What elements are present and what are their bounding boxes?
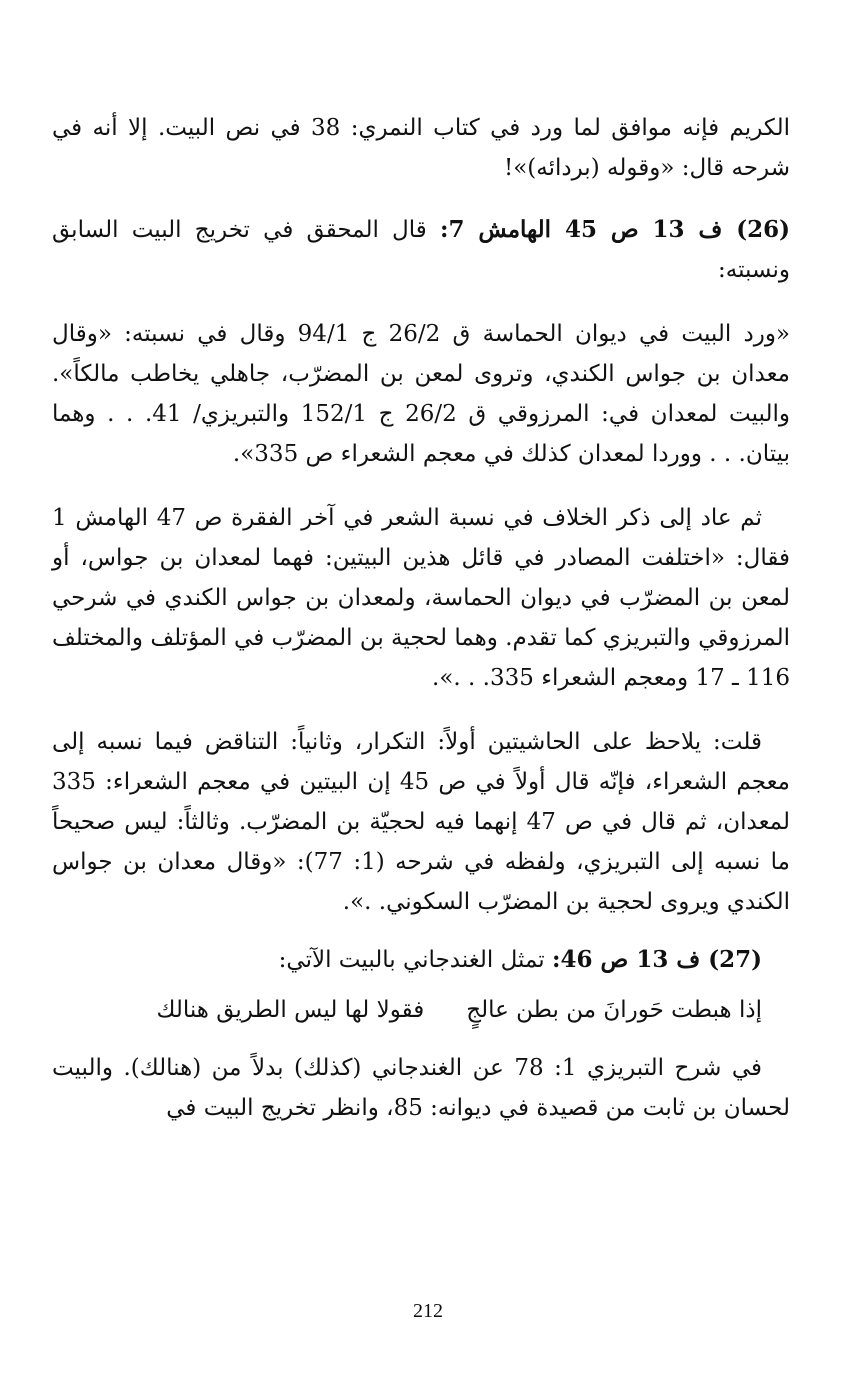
note-26-text: قال المحقق في تخريج البيت السابق ونسبته: — [52, 217, 790, 283]
paragraph-8: في شرح التبريزي 1: 78 عن الغندجاني (كذلك) بدلاً من (هنالك). والبيت لحسان بن ثابت من قصيدة في ديوانه: 85، وانظر تخريج البيت في — [52, 1055, 790, 1121]
verse-second-hemistich: فقولا لها ليس الطريق هنالك — [156, 997, 425, 1023]
poetry-verse — [52, 990, 790, 1030]
page-number: 212 — [413, 1300, 443, 1322]
paragraph-6 — [52, 940, 790, 980]
paragraph-5: قلت: يلاحظ على الحاشيتين أولاً: التكرار، وثانياً: التناقض فيما نسبه إلى معجم الشعراء، فإنّه قال أولاً في ص 45 إن البيتين في معجم الشعراء: 335 لمعدان، ثم قال في ص 47 إنهما فيه لحجيّة بن المضرّب. وثالثاً: ليس صحيحاً ما نسبه إلى التبريزي، ولفظه في شرحه (1: 77): «وقال معدان بن جواس الكندي ويروى لحجية بن المضرّب السكوني. .». — [52, 729, 790, 915]
page-body — [52, 108, 790, 1128]
paragraph-3-quotation: «ورد البيت في ديوان الحماسة ق 26/2 ج 94/1 وقال في نسبته: «وقال معدان بن جواس الكندي، وتروى لمعن بن المضرّب، جاهلي يخاطب مالكاً». والبيت لمعدان في: المرزوقي ق 26/2 ج 152/1 والتبريزي/ 41. . . وهما بيتان. . . ووردا لمعدان كذلك في معجم الشعراء ص 335». — [52, 321, 791, 467]
verse-first-hemistich: إذا هبطت حَورانَ من بطن عالجٍ — [466, 997, 762, 1023]
note-27-text: تمثل الغندجاني بالبيت الآتي: — [278, 947, 552, 973]
paragraph-2 — [52, 210, 790, 290]
paragraph-1: الكريم فإنه موافق لما ورد في كتاب النمري: 38 في نص البيت. إلا أنه في شرحه قال: «وقوله (بردائه)»! — [52, 115, 790, 181]
paragraph-4: ثم عاد إلى ذكر الخلاف في نسبة الشعر في آخر الفقرة ص 47 الهامش 1 فقال: «اختلفت المصادر في قائل هذين البيتين: فهما لمعدان بن جواس، أو لمعن بن المضرّب في ديوان الحماسة، ولمعدان بن جواس الكندي في شرحي المرزوقي والتبريزي كما تقدم. وهما لحجية بن المضرّب في المؤتلف والمختلف 116 ـ 17 ومعجم الشعراء 335. . .». — [52, 505, 790, 691]
note-27-heading: (27) ف 13 ص 46: — [551, 946, 762, 973]
note-26-heading: (26) ف 13 ص 45 الهامش 7: — [439, 216, 790, 243]
